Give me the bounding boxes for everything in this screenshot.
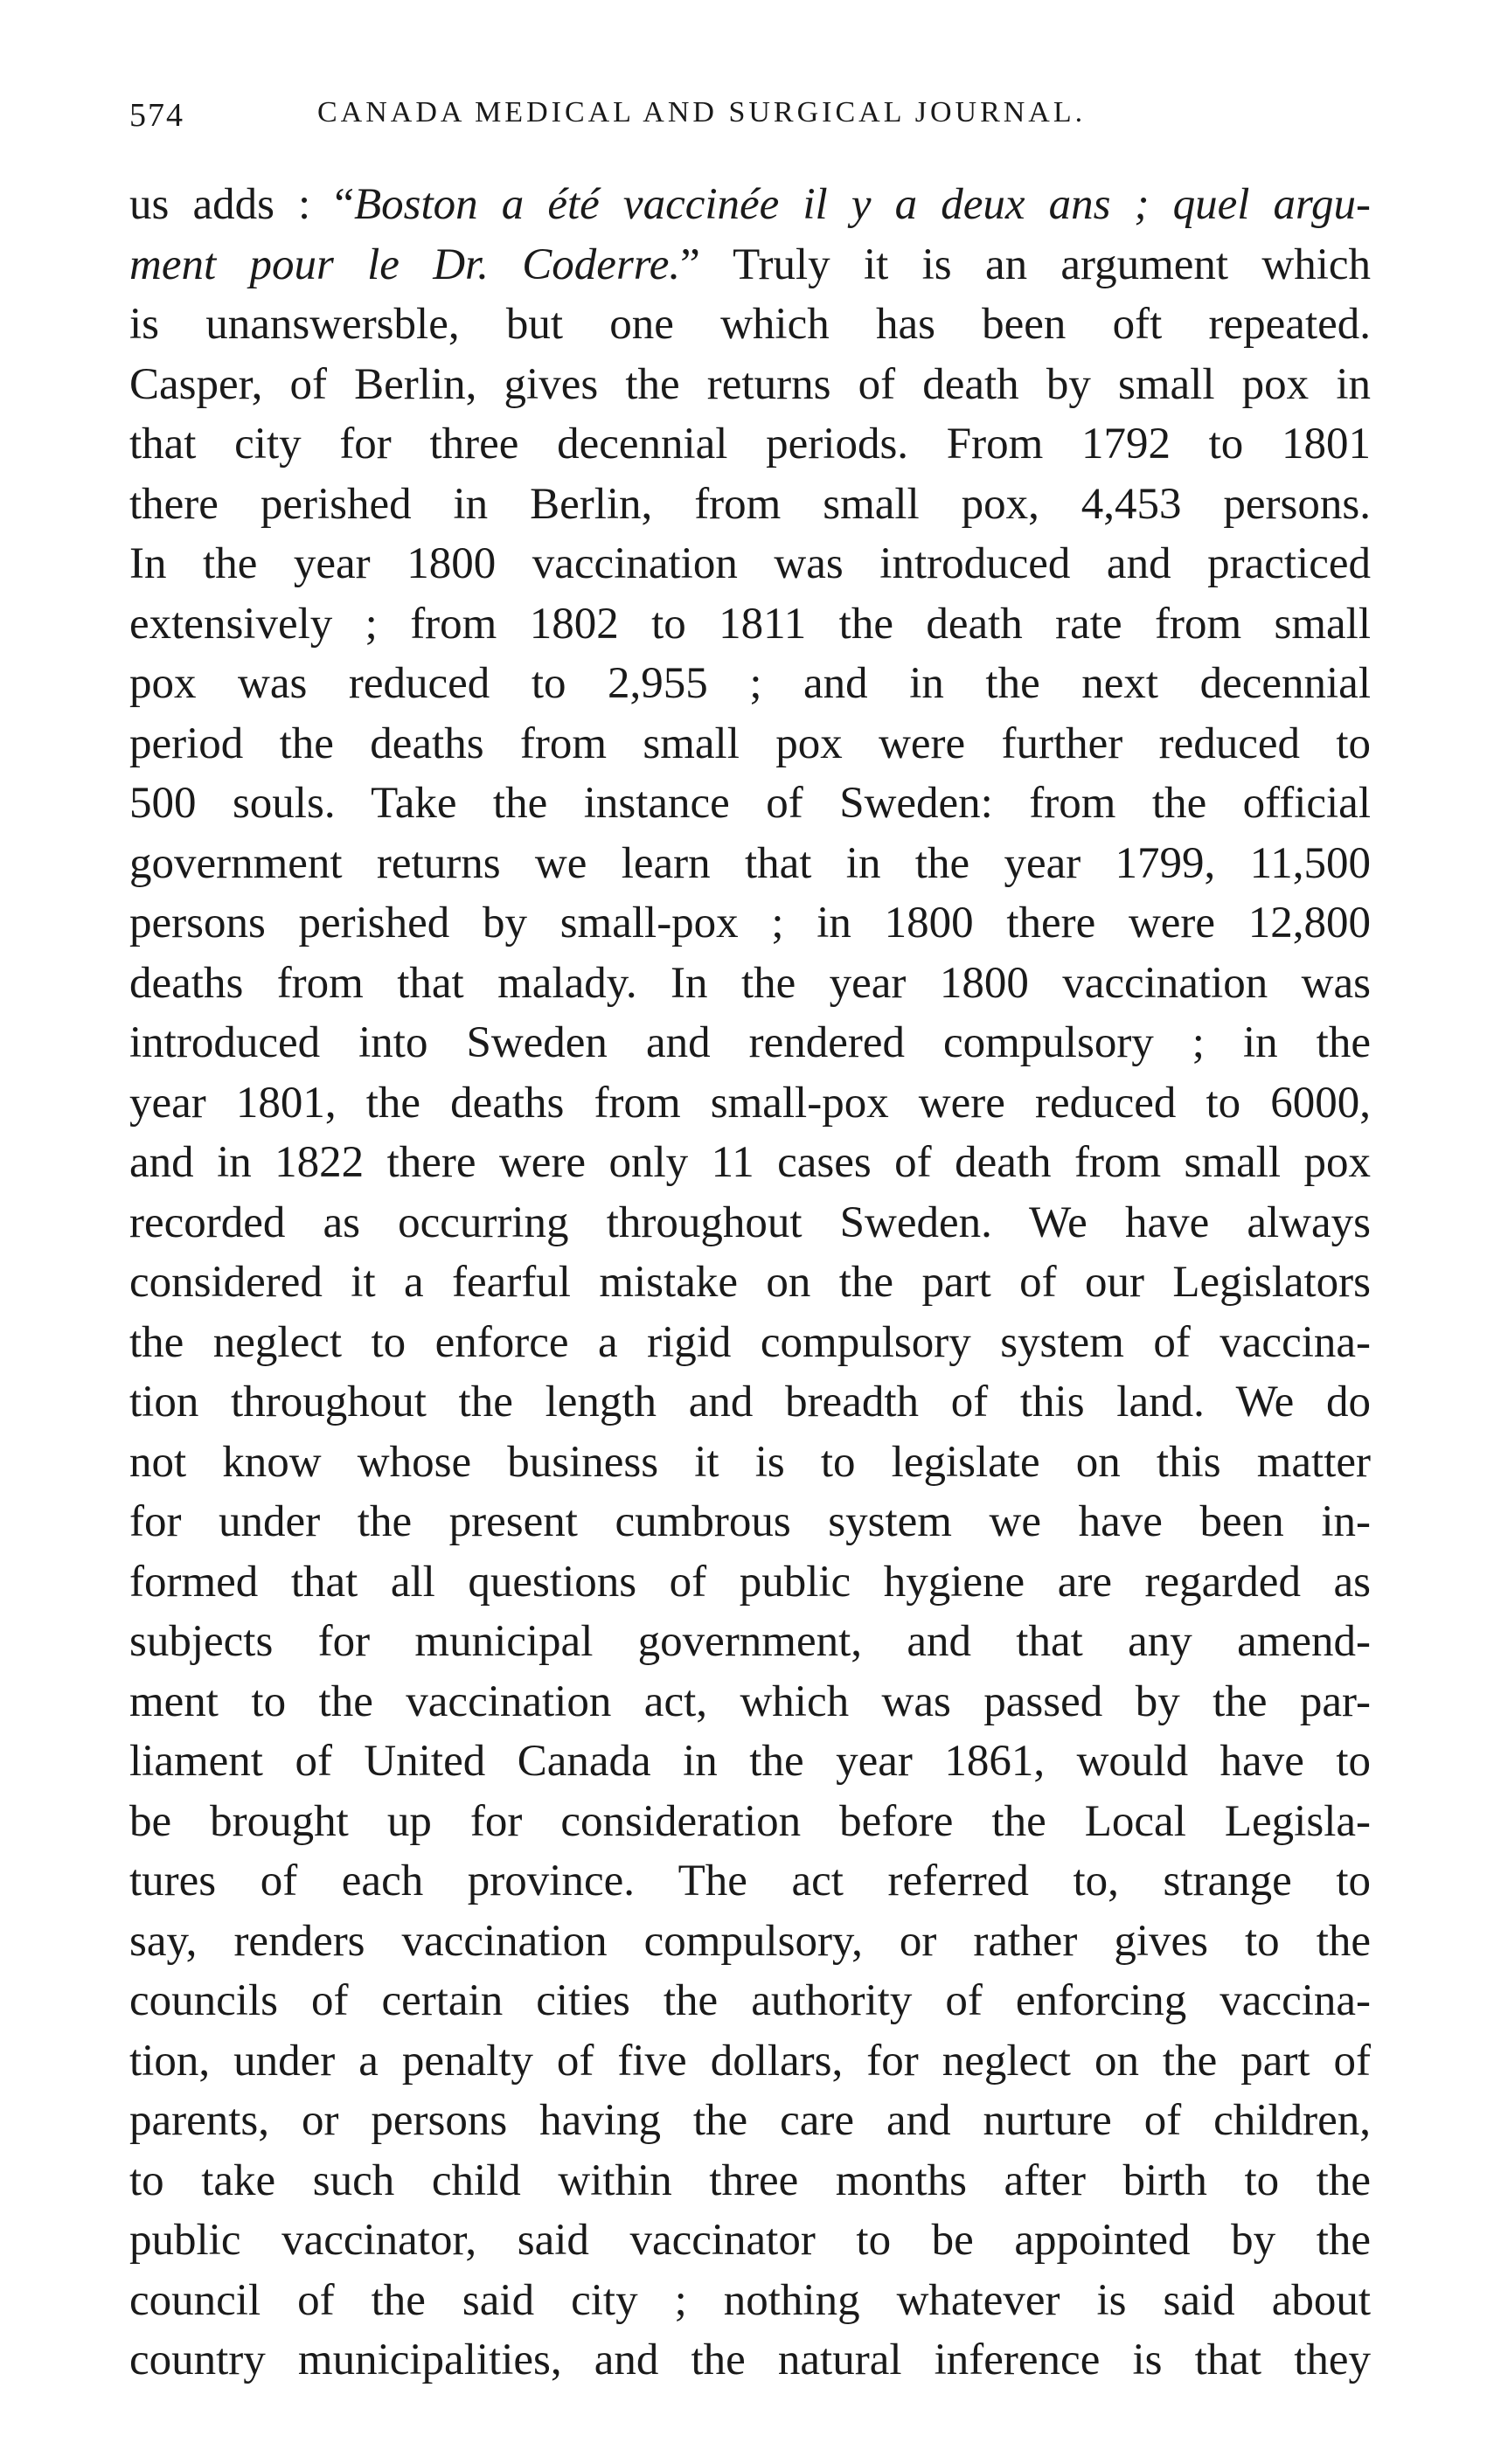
text-line: the neglect to enforce a rigid compulsory system of vaccina- bbox=[129, 1317, 1371, 1367]
text-line: tures of each province. The act referred to, strange to bbox=[129, 1857, 1371, 1905]
text-line: subjects for municipal government, and that any amend- bbox=[129, 1617, 1371, 1666]
text-line: period the deaths from small pox were further reduced to bbox=[129, 718, 1371, 768]
text-line: parents, or persons having the care and nurture of children, bbox=[129, 2096, 1371, 2145]
text-line: 500 souls. Take the instance of Sweden: from the official bbox=[129, 779, 1371, 828]
text-run: ” Truly it is an argument which bbox=[680, 239, 1372, 289]
text-line: In the year 1800 vaccination was introduced and practiced bbox=[129, 539, 1371, 588]
text-line: persons perished by small-pox ; in 1800 there were 12,800 bbox=[129, 899, 1371, 947]
text-line: tion, under a penalty of five dollars, for neglect on the part of bbox=[129, 2036, 1371, 2086]
text-line: for under the present cumbrous system we have been in- bbox=[129, 1497, 1371, 1546]
running-head bbox=[129, 96, 1371, 149]
text-line: that city for three decennial periods. From 1792 to 1801 bbox=[129, 420, 1371, 469]
text-line: to take such child within three months after birth to the bbox=[129, 2155, 1371, 2205]
text-line: pox was reduced to 2,955 ; and in the next decennial bbox=[129, 659, 1371, 708]
text-line: not know whose business it is to legislate on this matter bbox=[129, 1437, 1371, 1487]
text-line: government returns we learn that in the year 1799, 11,500 bbox=[129, 838, 1371, 888]
italic-quote: ment pour le Dr. Coderre. bbox=[129, 239, 681, 289]
text-line: liament of United Canada in the year 1861, would have to bbox=[129, 1737, 1371, 1786]
text-line: recorded as occurring throughout Sweden. We have always bbox=[129, 1197, 1371, 1247]
text-line: country municipalities, and the natural inference is that they bbox=[129, 2336, 1371, 2384]
text-line: and in 1822 there were only 11 cases of death from small pox bbox=[129, 1138, 1371, 1187]
text-line: say, renders vaccination compulsory, or rather gives to the bbox=[129, 1916, 1371, 1966]
page-number: 574 bbox=[129, 97, 184, 134]
text-line: year 1801, the deaths from small-pox were reduced to 6000, bbox=[129, 1078, 1371, 1128]
text-line: councils of certain cities the authority of enforcing vaccina- bbox=[129, 1976, 1371, 2025]
text-line: extensively ; from 1802 to 1811 the death rate from small bbox=[129, 599, 1371, 649]
text-line: council of the said city ; nothing whatever is said about bbox=[129, 2275, 1371, 2325]
text-line: introduced into Sweden and rendered compulsory ; in the bbox=[129, 1018, 1371, 1067]
text-line: there perished in Berlin, from small pox, 4,453 persons. bbox=[129, 479, 1371, 529]
text-line: deaths from that malady. In the year 1800 vaccination was bbox=[129, 958, 1371, 1008]
text-line bbox=[129, 235, 1371, 295]
text-line: be brought up for consideration before the Local Legisla- bbox=[129, 1796, 1371, 1846]
text-line bbox=[129, 175, 1371, 235]
text-line: considered it a fearful mistake on the part of our Legislators bbox=[129, 1258, 1371, 1307]
body-text bbox=[129, 175, 1371, 2391]
text-line: tion throughout the length and breadth of this land. We do bbox=[129, 1378, 1371, 1426]
text-line: public vaccinator, said vaccinator to be appointed by the bbox=[129, 2216, 1371, 2265]
text-line: ment to the vaccination act, which was passed by the par- bbox=[129, 1676, 1371, 1726]
text-line: Casper, of Berlin, gives the returns of death by small pox in bbox=[129, 359, 1371, 409]
text-run: us adds : “ bbox=[129, 180, 354, 229]
text-line: formed that all questions of public hygiene are regarded as bbox=[129, 1557, 1371, 1607]
journal-title: CANADA MEDICAL AND SURGICAL JOURNAL. bbox=[317, 96, 1087, 128]
italic-quote: Boston a été vaccinée il y a deux ans ; quel argu- bbox=[353, 180, 1371, 229]
text-line: is unanswersble, but one which has been oft repeated. bbox=[129, 300, 1371, 349]
